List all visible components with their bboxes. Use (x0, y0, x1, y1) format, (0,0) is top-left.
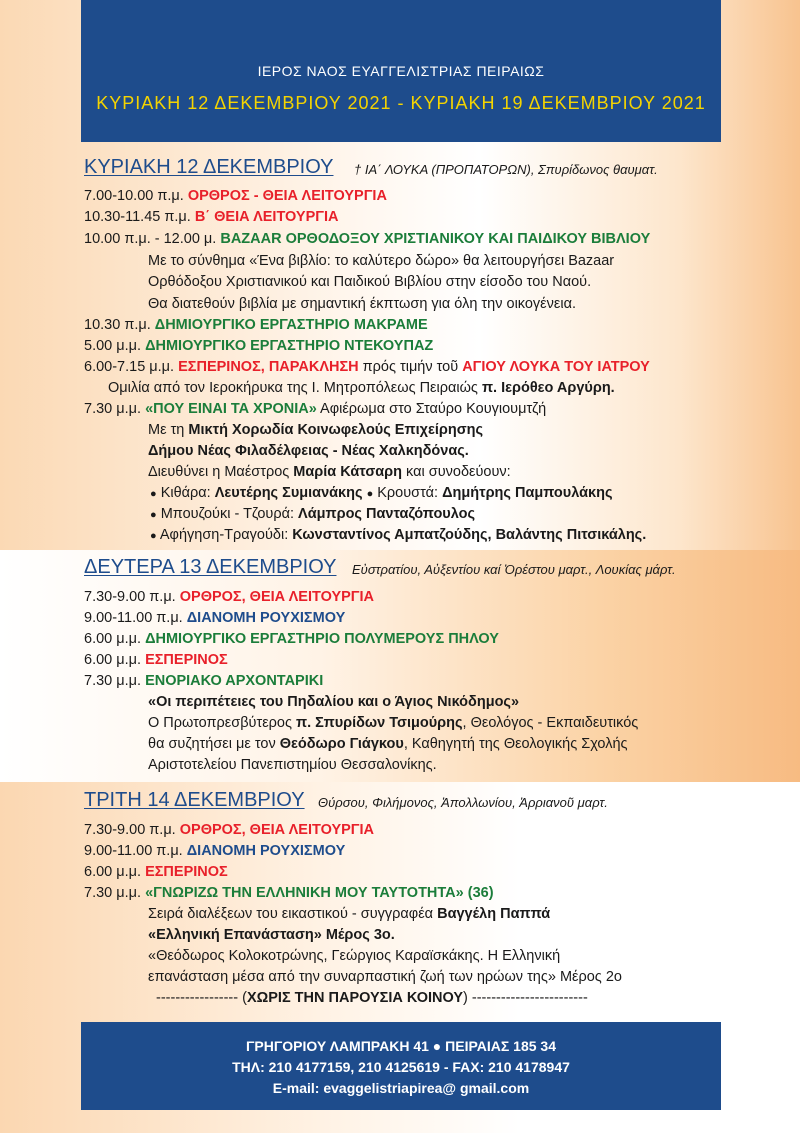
detail-line: επανάσταση μέσα από την συναρπαστική ζωή των ηρώων της» Μέρος 2ο (148, 969, 622, 985)
schedule-line: 6.00 μ.μ. ΕΣΠΕΡΙΝΟΣ (84, 864, 228, 880)
schedule-line: 7.00-10.00 π.μ. ΟΡΘΡΟΣ - ΘΕΙΑ ΛΕΙΤΟΥΡΓΙΑ (84, 188, 387, 204)
detail-line: Αριστοτελείου Πανεπιστημίου Θεσσαλονίκης. (148, 757, 437, 773)
schedule-line: 6.00-7.15 μ.μ. ΕΣΠΕΡΙΝΟΣ, ΠΑΡΑΚΛΗΣΗ πρός τιμήν τοῦ ΑΓΙΟΥ ΛΟΥΚΑ ΤΟΥ ΙΑΤΡΟΥ (84, 359, 650, 375)
musician-line: ● Μπουζούκι - Τζουρά: Λάμπρος Πανταζόπουλος (150, 506, 476, 522)
detail-line: «Οι περιπέτειες του Πηδαλίου και ο Άγιος Νικόδημος» (148, 694, 520, 710)
schedule-line: 9.00-11.00 π.μ. ΔΙΑΝΟΜΗ ΡΟΥΧΙΣΜΟΥ (84, 843, 346, 859)
musician-line: ● Κιθάρα: Λευτέρης Συμιανάκης ● Κρουστά: Δημήτρης Παμπουλάκης (150, 485, 613, 501)
schedule-line: 7.30 μ.μ. «ΓΝΩΡΙΖΩ ΤΗΝ ΕΛΛΗΝΙΚΗ ΜΟΥ ΤΑΥΤΟΤΗΤΑ» (36) (84, 885, 494, 901)
detail-line: ----------------- (ΧΩΡΙΣ ΤΗΝ ΠΑΡΟΥΣΙΑ ΚΟΙΝΟΥ) ------------------------ (156, 990, 588, 1006)
footer-email[interactable]: E-mail: evaggelistriapirea@ gmail.com (272, 1080, 530, 1096)
detail-line: Με το σύνθημα «Ένα βιβλίο: το καλύτερο δώρο» θα λειτουργήσει Bazaar (148, 253, 615, 269)
detail-line: Με τη Μικτή Χορωδία Κοινωφελούς Επιχείρησης (148, 422, 484, 438)
schedule-line: 7.30-9.00 π.μ. ΟΡΘΡΟΣ, ΘΕΙΑ ΛΕΙΤΟΥΡΓΙΑ (84, 822, 375, 838)
day-feast-note: Εὐστρατίου, Αὐξεντίου καί Ὀρέστου μαρτ., Λουκίας μάρτ. (352, 562, 676, 577)
detail-line: θα συζητήσει με τον Θεόδωρο Γιάγκου, Καθηγητή της Θεολογικής Σχολής (148, 736, 628, 752)
schedule-line: 10.00 π.μ. - 12.00 μ. BAZAAR ΟΡΘΟΔΟΞΟΥ ΧΡΙΣΤΙΑΝΙΚΟΥ ΚΑΙ ΠΑΙΔΙΚΟΥ ΒΙΒΛΙΟΥ (84, 231, 651, 247)
schedule-line: 10.30 π.μ. ΔΗΜΙΟΥΡΓΙΚΟ ΕΡΓΑΣΤΗΡΙΟ ΜΑΚΡΑΜΕ (84, 317, 428, 333)
detail-line: Διευθύνει η Μαέστρος Μαρία Κάτσαρη και συνοδεύουν: (148, 464, 511, 480)
day-title: ΚΥΡΙΑΚΗ 12 ΔΕΚΕΜΒΡΙΟΥ (84, 156, 334, 178)
footer-phones: ΤΗΛ: 210 4177159, 210 4125619 - FAX: 210 4178947 (232, 1059, 570, 1075)
church-name: ΙΕΡΟΣ ΝΑΟΣ ΕΥΑΓΓΕΛΙΣΤΡΙΑΣ ΠΕΙΡΑΙΩΣ (257, 63, 545, 79)
detail-line: Ο Πρωτοπρεσβύτερος π. Σπυρίδων Τσιμούρης, Θεολόγος - Εκπαιδευτικός (148, 715, 639, 731)
program-dates: ΚΥΡΙΑΚΗ 12 ΔΕΚΕΜΒΡΙΟΥ 2021 - ΚΥΡΙΑΚΗ 19 ΔΕΚΕΜΒΡΙΟΥ 2021 (96, 93, 706, 113)
day-heading-tuesday (84, 789, 608, 812)
day-title: ΔΕΥΤΕΡΑ 13 ΔΕΚΕΜΒΡΙΟΥ (84, 556, 337, 578)
schedule-line: 7.30 μ.μ. ΕΝΟΡΙΑΚΟ ΑΡΧΟΝΤΑΡΙΚΙ (84, 673, 324, 689)
header-banner (81, 0, 721, 142)
detail-line: Θα διατεθούν βιβλία με σημαντική έκπτωση για όλη την οικογένεια. (148, 296, 576, 312)
footer-contact-banner (81, 1022, 721, 1110)
schedule-line: 9.00-11.00 π.μ. ΔΙΑΝΟΜΗ ΡΟΥΧΙΣΜΟΥ (84, 610, 346, 626)
detail-line: Ομιλία από τον Ιεροκήρυκα της Ι. Μητροπόλεως Πειραιώς π. Ιερόθεο Αργύρη. (108, 380, 615, 396)
schedule-line: 7.30 μ.μ. «ΠΟΥ ΕΙΝΑΙ ΤΑ ΧΡΟΝΙΑ» Αφιέρωμα στο Σταύρο Κουγιουμτζή (84, 401, 547, 417)
footer-address: ΓΡΗΓΟΡΙΟΥ ΛΑΜΠΡΑΚΗ 41 ● ΠΕΙΡΑΙΑΣ 185 34 (245, 1038, 556, 1054)
detail-line: Δήμου Νέας Φιλαδέλφειας - Νέας Χαλκηδόνας. (148, 443, 469, 459)
day-heading-monday (84, 556, 676, 579)
detail-line: Ορθόδοξου Χριστιανικού και Παιδικού Βιβλίου στην είσοδο του Ναού. (148, 274, 592, 290)
schedule-line: 5.00 μ.μ. ΔΗΜΙΟΥΡΓΙΚΟ ΕΡΓΑΣΤΗΡΙΟ ΝΤΕΚΟΥΠΑΖ (84, 338, 434, 354)
schedule-line: 6.00 μ.μ. ΕΣΠΕΡΙΝΟΣ (84, 652, 228, 668)
day-title: ΤΡΙΤΗ 14 ΔΕΚΕΜΒΡΙΟΥ (84, 789, 305, 811)
day-heading-sunday (84, 156, 658, 179)
schedule-line: 10.30-11.45 π.μ. Β΄ ΘΕΙΑ ΛΕΙΤΟΥΡΓΙΑ (84, 209, 339, 225)
day-feast-note: † ΙΑ΄ ΛΟΥΚΑ (ΠΡΟΠΑΤΟΡΩΝ), Σπυρίδωνος θαυματ. (354, 162, 658, 177)
schedule-line: 6.00 μ.μ. ΔΗΜΙΟΥΡΓΙΚΟ ΕΡΓΑΣΤΗΡΙΟ ΠΟΛΥΜΕΡΟΥΣ ΠΗΛΟΥ (84, 631, 499, 647)
schedule-line: 7.30-9.00 π.μ. ΟΡΘΡΟΣ, ΘΕΙΑ ΛΕΙΤΟΥΡΓΙΑ (84, 589, 375, 605)
day-feast-note: Θύρσου, Φιλήμονος, Ἀπολλωνίου, Ἀρριανοῦ μαρτ. (318, 795, 608, 810)
detail-line: «Θεόδωρος Κολοκοτρώνης, Γεώργιος Καραϊσκάκης. Η Ελληνική (148, 948, 561, 964)
musician-line: ● Αφήγηση-Τραγούδι: Κωνσταντίνος Αμπατζούδης, Βαλάντης Πιτσικάλης. (150, 527, 647, 543)
detail-line: «Ελληνική Επανάσταση» Μέρος 3ο. (148, 927, 395, 943)
detail-line: Σειρά διαλέξεων του εικαστικού - συγγραφέα Βαγγέλη Παππά (148, 906, 551, 922)
